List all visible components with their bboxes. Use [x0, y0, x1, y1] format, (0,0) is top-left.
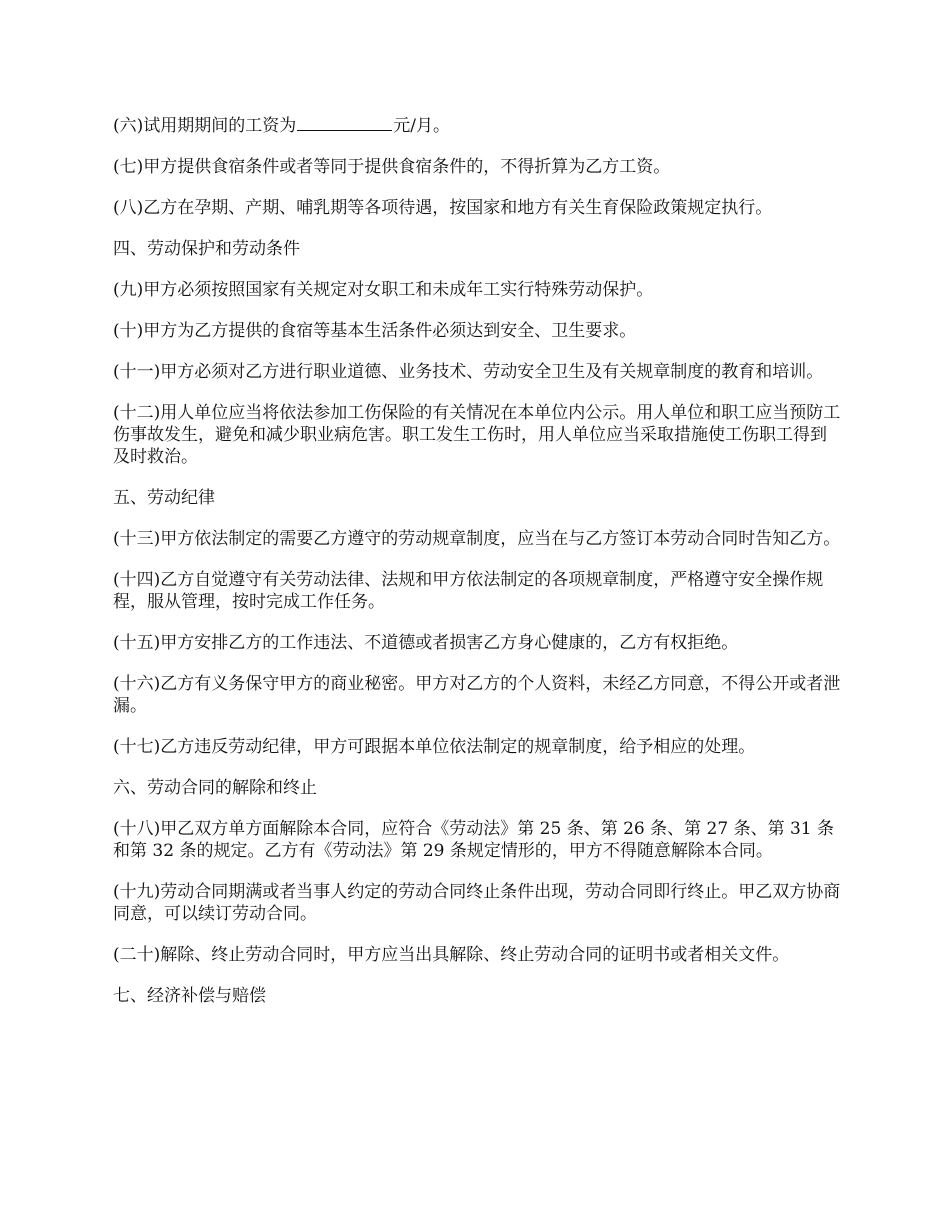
clause-19: (十九)劳动合同期满或者当事人约定的劳动合同终止条件出现，劳动合同即行终止。甲乙双方协商同意，可以续订劳动合同。: [113, 882, 841, 924]
clause-6-probation-salary: [113, 114, 843, 137]
clause-16: (十六)乙方有义务保守甲方的商业秘密。甲方对乙方的个人资料，未经乙方同意，不得公开或者泄漏。: [113, 674, 841, 716]
clause-11: (十一)甲方必须对乙方进行职业道德、业务技术、劳动安全卫生及有关规章制度的教育和培训。: [113, 362, 824, 382]
clause-6-suffix: 元/月。: [393, 116, 450, 136]
clause-8: (八)乙方在孕期、产期、哺乳期等各项待遇，按国家和地方有关生育保险政策规定执行。: [113, 198, 773, 218]
section-heading-6: 六、劳动合同的解除和终止: [113, 778, 317, 798]
clause-17: (十七)乙方违反劳动纪律，甲方可跟据本单位依法制定的规章制度，给予相应的处理。: [113, 737, 756, 757]
document-body: [113, 114, 843, 1026]
section-heading-7: 七、经济补偿与赔偿: [113, 986, 266, 1006]
clause-6-prefix: (六)试用期期间的工资为: [113, 116, 297, 136]
section-heading-5: 五、劳动纪律: [113, 488, 215, 508]
clause-7: (七)甲方提供食宿条件或者等同于提供食宿条件的，不得折算为乙方工资。: [113, 157, 671, 177]
clause-12: (十二)用人单位应当将依法参加工伤保险的有关情况在本单位内公示。用人单位和职工应当预防工伤事故发生，避免和减少职业病危害。职工发生工伤时，用人单位应当采取措施使工伤职工得到及时救治。: [113, 403, 841, 467]
clause-13: (十三)甲方依法制定的需要乙方遵守的劳动规章制度，应当在与乙方签订本劳动合同时告知乙方。: [113, 529, 841, 549]
salary-blank-field: [297, 114, 392, 131]
clause-15: (十五)甲方安排乙方的工作违法、不道德或者损害乙方身心健康的，乙方有权拒绝。: [113, 633, 739, 653]
clause-20: (二十)解除、终止劳动合同时，甲方应当出具解除、终止劳动合同的证明书或者相关文件。: [113, 945, 790, 965]
clause-9: (九)甲方必须按照国家有关规定对女职工和未成年工实行特殊劳动保护。: [113, 280, 654, 300]
clause-10: (十)甲方为乙方提供的食宿等基本生活条件必须达到安全、卫生要求。: [113, 321, 637, 341]
clause-14: (十四)乙方自觉遵守有关劳动法律、法规和甲方依法制定的各项规章制度，严格遵守安全操作规程，服从管理，按时完成工作任务。: [113, 570, 824, 612]
clause-18: (十八)甲乙双方单方面解除本合同，应符合《劳动法》第 25 条、第 26 条、第 27 条、第 31 条和第 32 条的规定。乙方有《劳动法》第 29 条规定情形的，甲方不得随意解除本合同。: [113, 819, 835, 861]
section-heading-4: 四、劳动保护和劳动条件: [113, 239, 300, 259]
